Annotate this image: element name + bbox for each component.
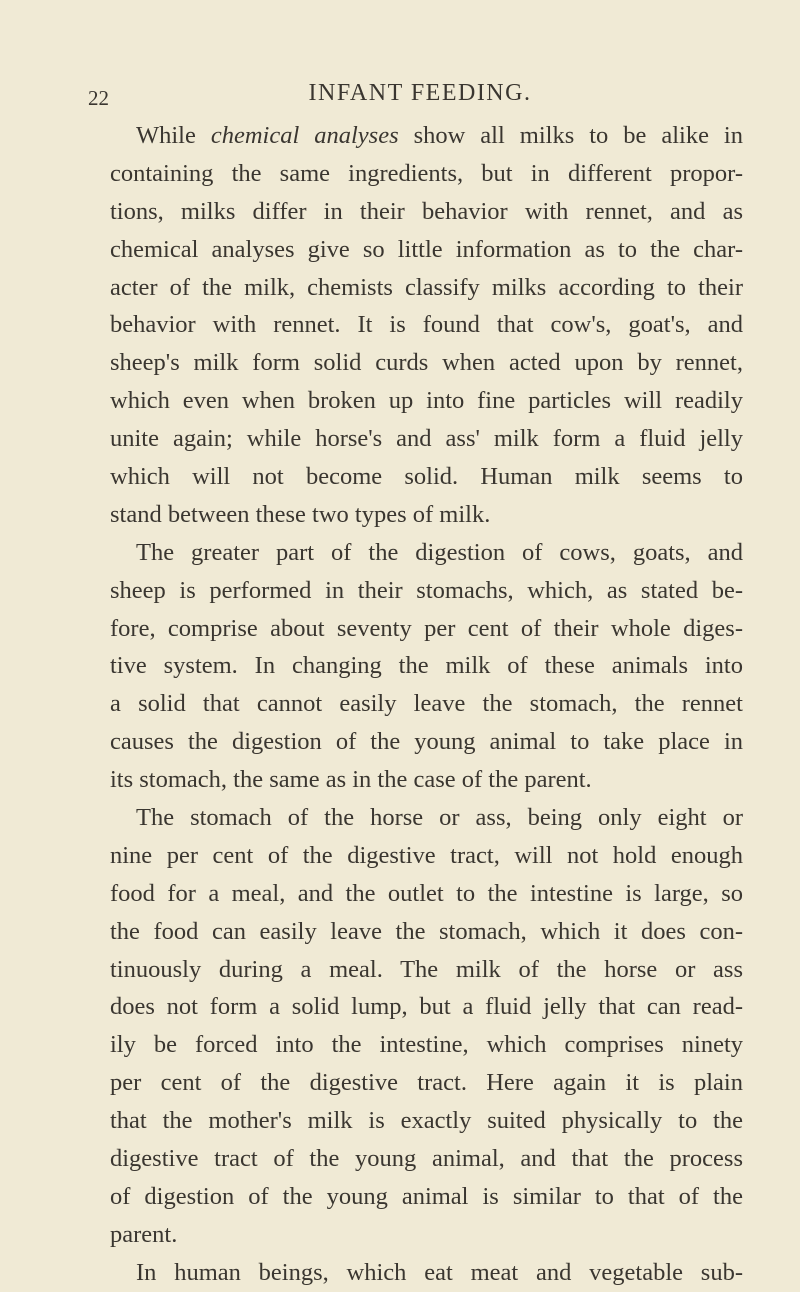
text-line: chemical analyses give so little information as to the char- — [110, 235, 743, 263]
text-line: The stomach of the horse or ass, being only eight or — [136, 804, 743, 832]
text-line: does not form a solid lump, but a fluid jelly that can read- — [110, 993, 743, 1021]
text-line: The greater part of the digestion of cows, goats, and — [136, 538, 743, 566]
text-line: per cent of the digestive tract. Here again it is plain — [110, 1069, 743, 1097]
text-line: of digestion of the young animal is similar to that of the — [110, 1182, 743, 1210]
text-line: digestive tract of the young animal, and that the process — [110, 1145, 743, 1173]
text-line: causes the digestion of the young animal to take place in — [110, 728, 743, 756]
page-number: 22 — [88, 86, 109, 110]
text-line: which even when broken up into fine particles will readily — [110, 387, 743, 415]
italic-phrase: chemical analyses — [210, 122, 399, 149]
text-line: stand between these two types of milk. — [110, 500, 491, 528]
text-line: behavior with rennet. It is found that cow's, goat's, and — [110, 311, 743, 339]
text-run: show all milks to be alike in — [398, 122, 743, 149]
text-line: tinuously during a meal. The milk of the horse or ass — [110, 955, 743, 983]
running-title: INFANT FEEDING. — [308, 80, 532, 106]
page-body-text — [110, 117, 743, 1292]
text-line: acter of the milk, chemists classify milks according to their — [110, 273, 743, 301]
text-line: unite again; while horse's and ass' milk form a fluid jelly — [110, 425, 743, 453]
text-line: its stomach, the same as in the case of the parent. — [110, 766, 592, 794]
text-line: which will not become solid. Human milk seems to — [110, 463, 743, 491]
text-line: containing the same ingredients, but in different propor- — [110, 159, 743, 187]
text-line: the food can easily leave the stomach, which it does con- — [110, 917, 743, 945]
running-header — [0, 80, 800, 114]
text-line: ily be forced into the intestine, which comprises ninety — [110, 1031, 743, 1059]
text-line: In human beings, which eat meat and vegetable sub- — [136, 1258, 743, 1286]
text-line: food for a meal, and the outlet to the intestine is large, so — [110, 879, 743, 907]
text-run: While — [136, 122, 211, 149]
text-line — [110, 117, 743, 155]
text-line: that the mother's milk is exactly suited physically to the — [110, 1107, 743, 1135]
text-line: sheep's milk form solid curds when acted upon by rennet, — [110, 349, 743, 377]
text-line: a solid that cannot easily leave the stomach, the rennet — [110, 690, 743, 718]
text-line: parent. — [110, 1220, 178, 1248]
text-line: sheep is performed in their stomachs, which, as stated be- — [110, 576, 743, 604]
text-line: nine per cent of the digestive tract, will not hold enough — [110, 841, 743, 869]
text-line: fore, comprise about seventy per cent of their whole diges- — [110, 614, 743, 642]
text-line: tions, milks differ in their behavior with rennet, and as — [110, 197, 743, 225]
text-line: tive system. In changing the milk of these animals into — [110, 652, 743, 680]
